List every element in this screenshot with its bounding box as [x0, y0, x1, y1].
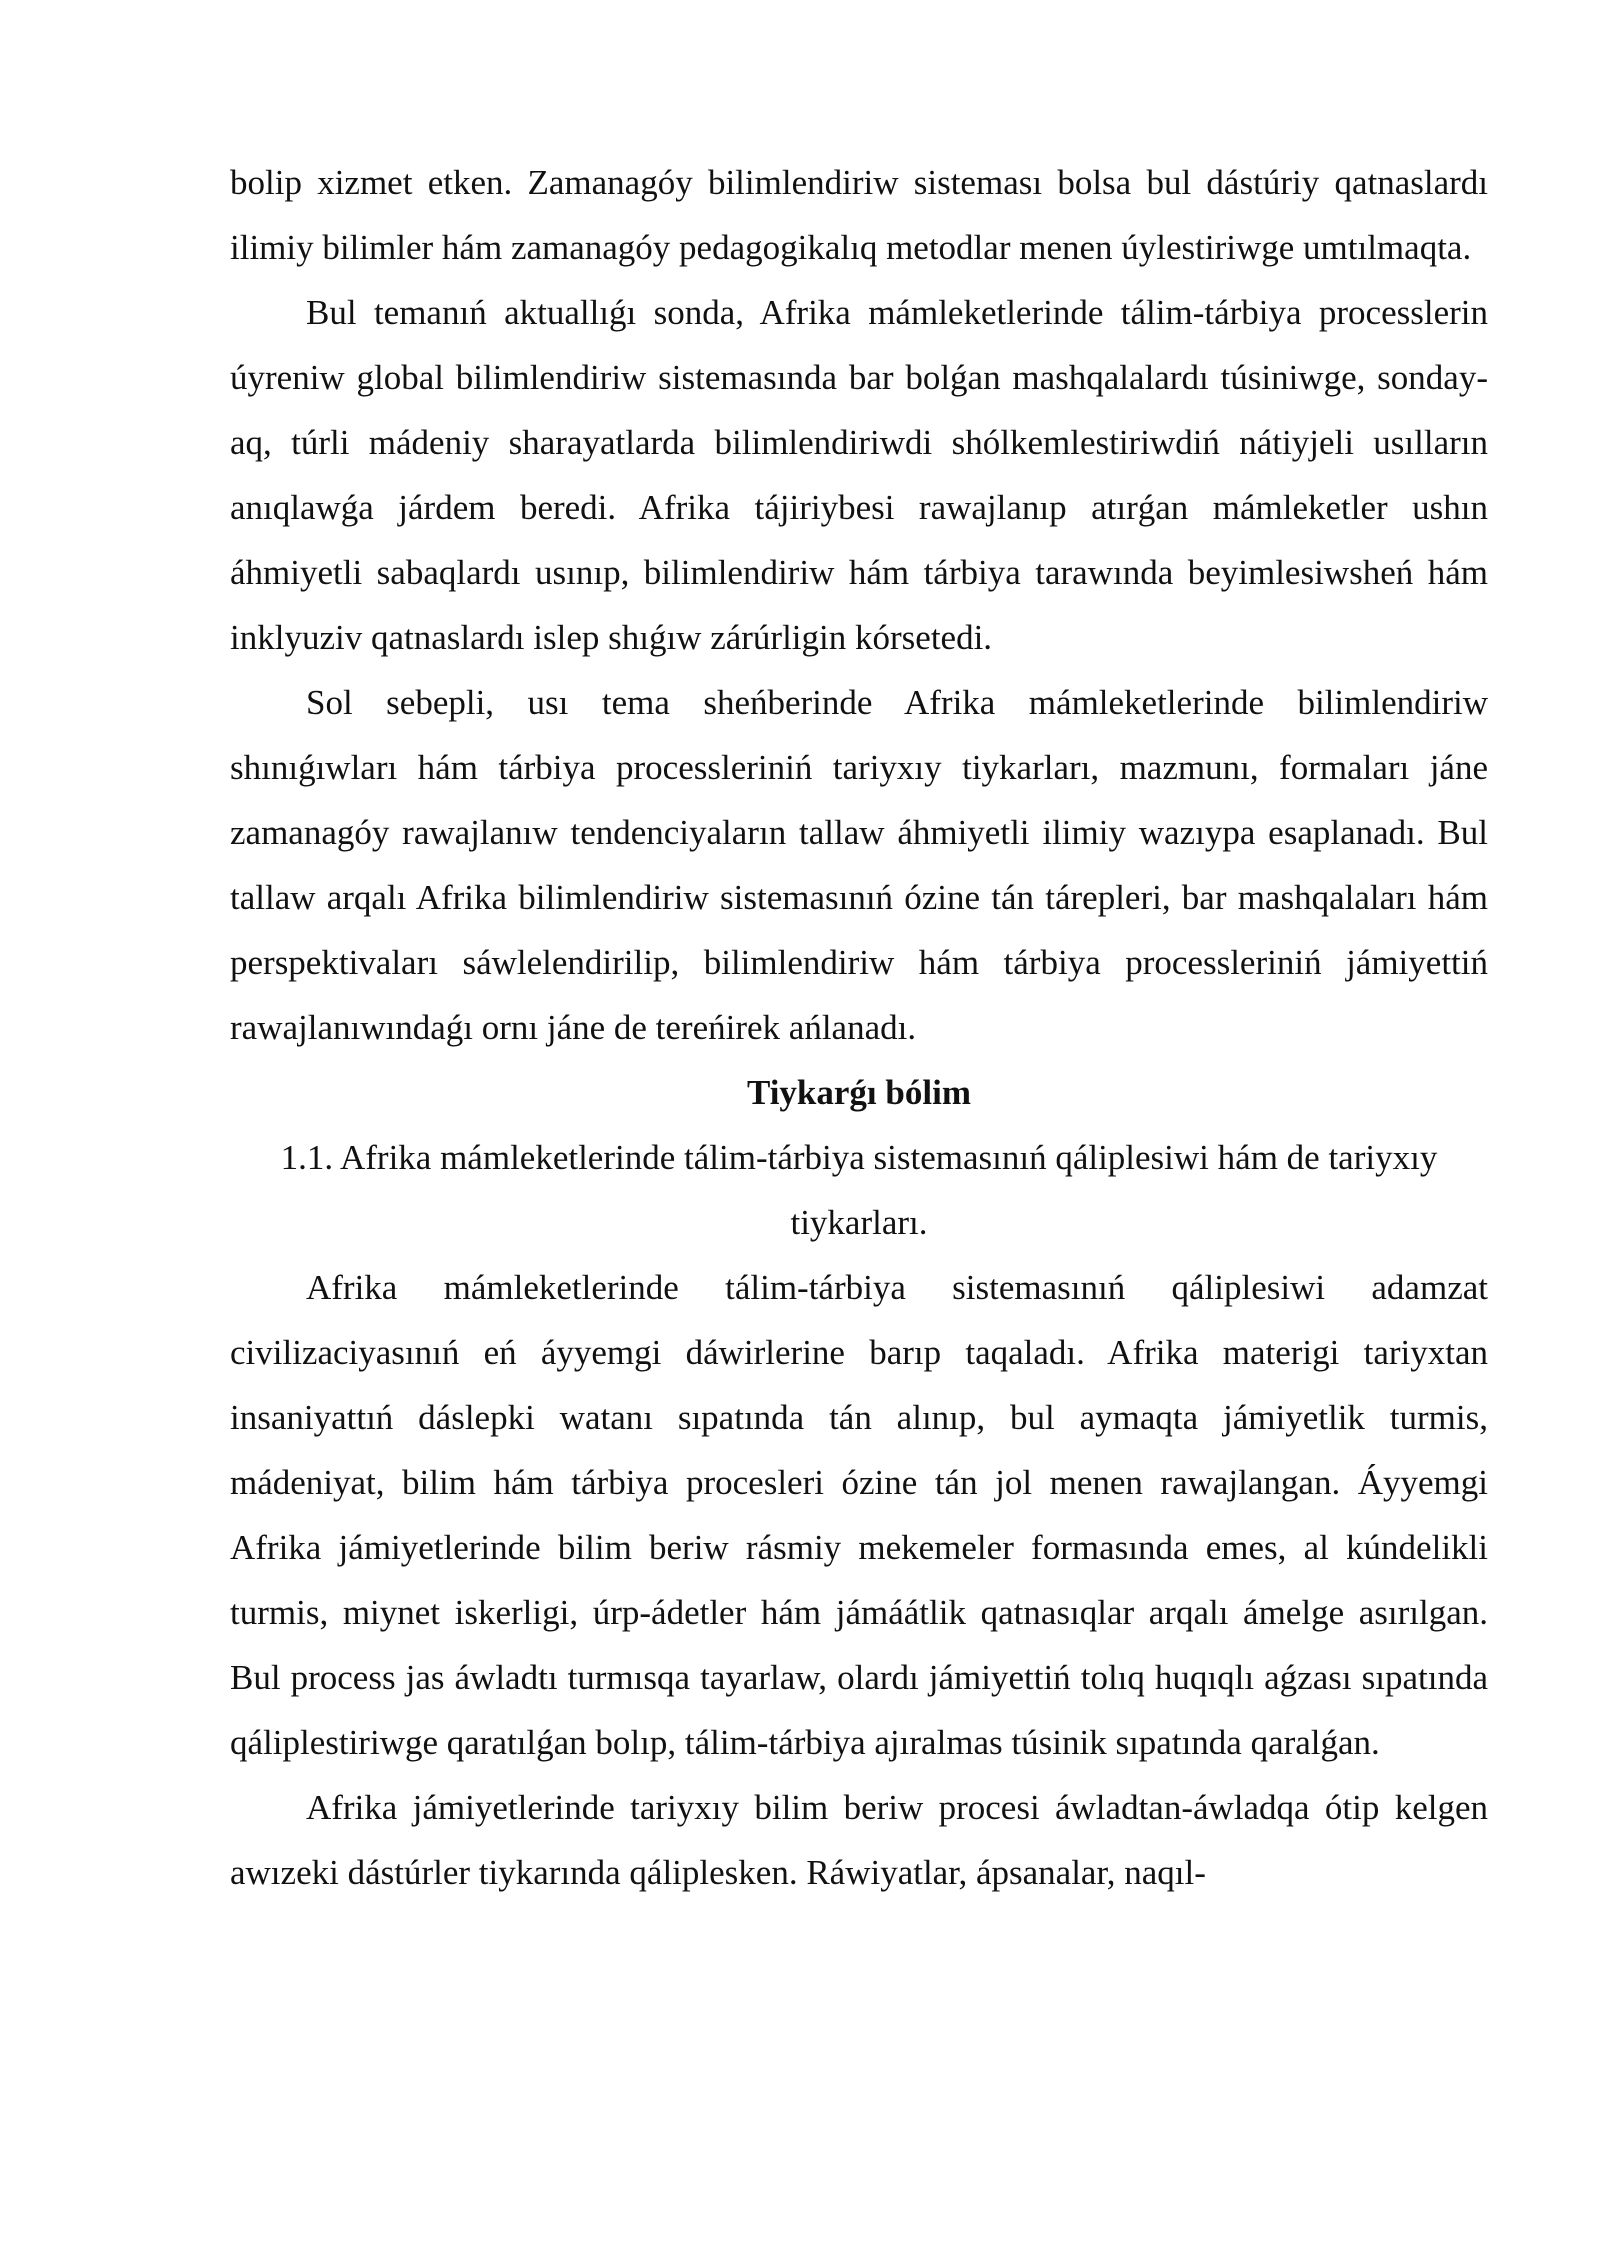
paragraph-oral-tradition: Afrika jámiyetlerinde tariyxıy bilim beriw procesi áwladtan-áwladqa ótip kelgen awızeki dástúrler tiykarında qáliplesken. Ráwiyatlar, ápsanalar, naqıl- [230, 1788, 1488, 1892]
subsection-heading: 1.1. Afrika mámleketlerinde tálim-tárbiya sistemasınıń qáliplesiwi hám de tariyxıy tiykarları. [280, 1138, 1438, 1242]
document-page [230, 150, 1488, 1905]
paragraph-relevance: Bul temanıń aktuallıǵı sonda, Afrika mámleketlerinde tálim-tárbiya processlerin úyreniw global bilimlendiriw sistemasında bar bolǵan mashqalalardı túsiniwge, sonday-aq, túrli mádeniy sharayatlarda bilimlendiriwdi shólkemlestiriwdiń nátiyjeli usılların anıqlawǵa járdem beredi. Afrika tájiriybesi rawajlanıp atırǵan mámleketler ushın áhmiyetli sabaqlardı usınıp, bilimlendiriw hám tárbiya tarawında beyimlesiwsheń hám inklyuziv qatnaslardı islep shıǵıw zárúrligin kórsetedi. [230, 293, 1488, 657]
paragraph-continued: bolip xizmet etken. Zamanagóy bilimlendiriw sisteması bolsa bul dástúriy qatnaslardı ilimiy bilimler hám zamanagóy pedagogikalıq metodlar menen úylestiriwge umtılmaqta. [230, 163, 1488, 267]
paragraph-purpose: Sol sebepli, usı tema sheńberinde Afrika mámleketlerinde bilimlendiriw shınıǵıwları hám tárbiya processleriniń tariyxıy tiykarları, mazmunı, formaları jáne zamanagóy rawajlanıw tendenciyaların tallaw áhmiyetli ilimiy wazıypa esaplanadı. Bul tallaw arqalı Afrika bilimlendiriw sistemasınıń ózine tán tárepleri, bar mashqalaları hám perspektivaları sáwlelendirilip, bilimlendiriw hám tárbiya processleriniń jámiyettiń rawajlanıwındaǵı ornı jáne de tereńirek ańlanadı. [230, 683, 1488, 1047]
section-heading: Tiykarǵı bólim [747, 1073, 971, 1112]
paragraph-history: Afrika mámleketlerinde tálim-tárbiya sistemasınıń qáliplesiwi adamzat civilizaciyasınıń eń áyyemgi dáwirlerine barıp taqaladı. Afrika materigi tariyxtan insaniyattıń dáslepki watanı sıpatında tán alınıp, bul aymaqta jámiyetlik turmis, mádeniyat, bilim hám tárbiya procesleri ózine tán jol menen rawajlangan. Áyyemgi Afrika jámiyetlerinde bilim beriw rásmiy mekemeler formasında emes, al kúndelikli turmis, miynet iskerligi, úrp-ádetler hám jámáátlik qatnasıqlar arqalı ámelge asırılgan. Bul process jas áwladtı turmısqa tayarlaw, olardı jámiyettiń tolıq huqıqlı aǵzası sıpatında qáliplestiriwge qaratılǵan bolıp, tálim-tárbiya ajıralmas túsinik sıpatında qaralǵan. [230, 1268, 1488, 1762]
